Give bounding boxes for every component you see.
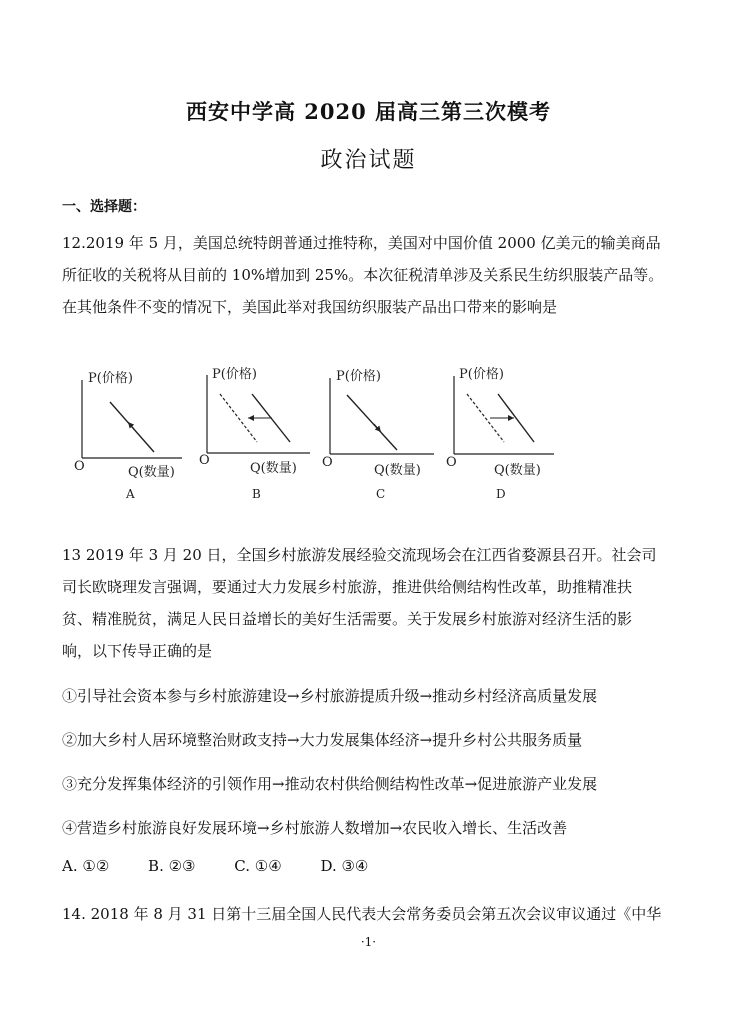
q13-option-2: ②加大乡村人居环境整治财政支持→大力发展集体经济→提升乡村公共服务质量 bbox=[62, 731, 583, 749]
graph-a-arrow bbox=[128, 422, 134, 429]
graph-b bbox=[199, 366, 310, 501]
choice-a[interactable]: A. ①② bbox=[62, 857, 110, 875]
graph-c-origin: O bbox=[322, 455, 333, 470]
graph-c-tag: C bbox=[376, 487, 386, 501]
q13-option-4: ④营造乡村旅游良好发展环境→乡村旅游人数增加→农民收入增长、生活改善 bbox=[62, 819, 568, 837]
graph-d-origin: O bbox=[446, 455, 457, 470]
graph-d-tag: D bbox=[496, 487, 506, 501]
exam-subtitle: 政治试题 bbox=[320, 148, 417, 173]
graph-a-ylabel: P(价格) bbox=[88, 371, 133, 386]
q12-line-3: 在其他条件不变的情况下，美国此举对我国纺织服装产品出口带来的影响是 bbox=[62, 298, 558, 316]
graph-a-xlabel: Q(数量) bbox=[128, 465, 175, 480]
graph-c-ylabel: P(价格) bbox=[336, 369, 381, 384]
choice-d[interactable]: D. ③④ bbox=[320, 857, 369, 875]
choice-c[interactable]: C. ①④ bbox=[234, 857, 282, 875]
section-heading: 一、选择题： bbox=[62, 199, 146, 215]
q13-choices bbox=[62, 857, 402, 875]
graph-c bbox=[322, 368, 434, 501]
choice-b[interactable]: B. ②③ bbox=[148, 857, 196, 875]
graph-a-origin: O bbox=[74, 459, 85, 474]
graph-b-xlabel: Q(数量) bbox=[250, 461, 297, 476]
graph-b-origin: O bbox=[199, 453, 210, 468]
graph-a bbox=[74, 370, 182, 501]
graph-b-ylabel: P(价格) bbox=[212, 367, 257, 382]
graph-c-arrow bbox=[374, 424, 381, 432]
q13-line-3: 贫、精准脱贫，满足人民日益增长的美好生活需要。关于发展乡村旅游对经济生活的影 bbox=[62, 610, 633, 628]
q13-line-2: 司长欧晓理发言强调，要通过大力发展乡村旅游，推进供给侧结构性改革，助推精准扶 bbox=[62, 578, 633, 596]
exam-title: 西安中学高 2020 届高三第三次模考 bbox=[185, 99, 552, 124]
graph-c-xlabel: Q(数量) bbox=[374, 463, 421, 478]
q12-figure bbox=[62, 350, 562, 515]
q13-option-3: ③充分发挥集体经济的引领作用→推动农村供给侧结构性改革→促进旅游产业发展 bbox=[62, 775, 598, 793]
graph-d bbox=[446, 366, 554, 501]
q12-line-1: 12.2019 年 5 月，美国总统特朗普通过推特称，美国对中国价值 2000 亿美元的输美商品 bbox=[62, 234, 661, 252]
q13-line-1: 13 2019 年 3 月 20 日，全国乡村旅游发展经验交流现场会在江西省婺源县召开。社会司 bbox=[62, 546, 657, 564]
graph-a-tag: A bbox=[126, 487, 135, 501]
q13-line-4: 响，以下传导正确的是 bbox=[62, 642, 213, 660]
q12-line-2: 所征收的关税将从目前的 10%增加到 25%。本次征税清单涉及关系民生纺织服装产品等。 bbox=[62, 266, 664, 284]
page-number: ·1· bbox=[360, 935, 377, 949]
graph-d-ylabel: P(价格) bbox=[459, 367, 504, 382]
graph-b-tag: B bbox=[252, 487, 261, 501]
q14-line-1: 14. 2018 年 8 月 31 日第十三届全国人民代表大会常务委员会第五次会议审议通过《中华 bbox=[62, 905, 662, 923]
q13-option-1: ①引导社会资本参与乡村旅游建设→乡村旅游提质升级→推动乡村经济高质量发展 bbox=[62, 687, 598, 705]
graph-d-xlabel: Q(数量) bbox=[494, 463, 541, 478]
